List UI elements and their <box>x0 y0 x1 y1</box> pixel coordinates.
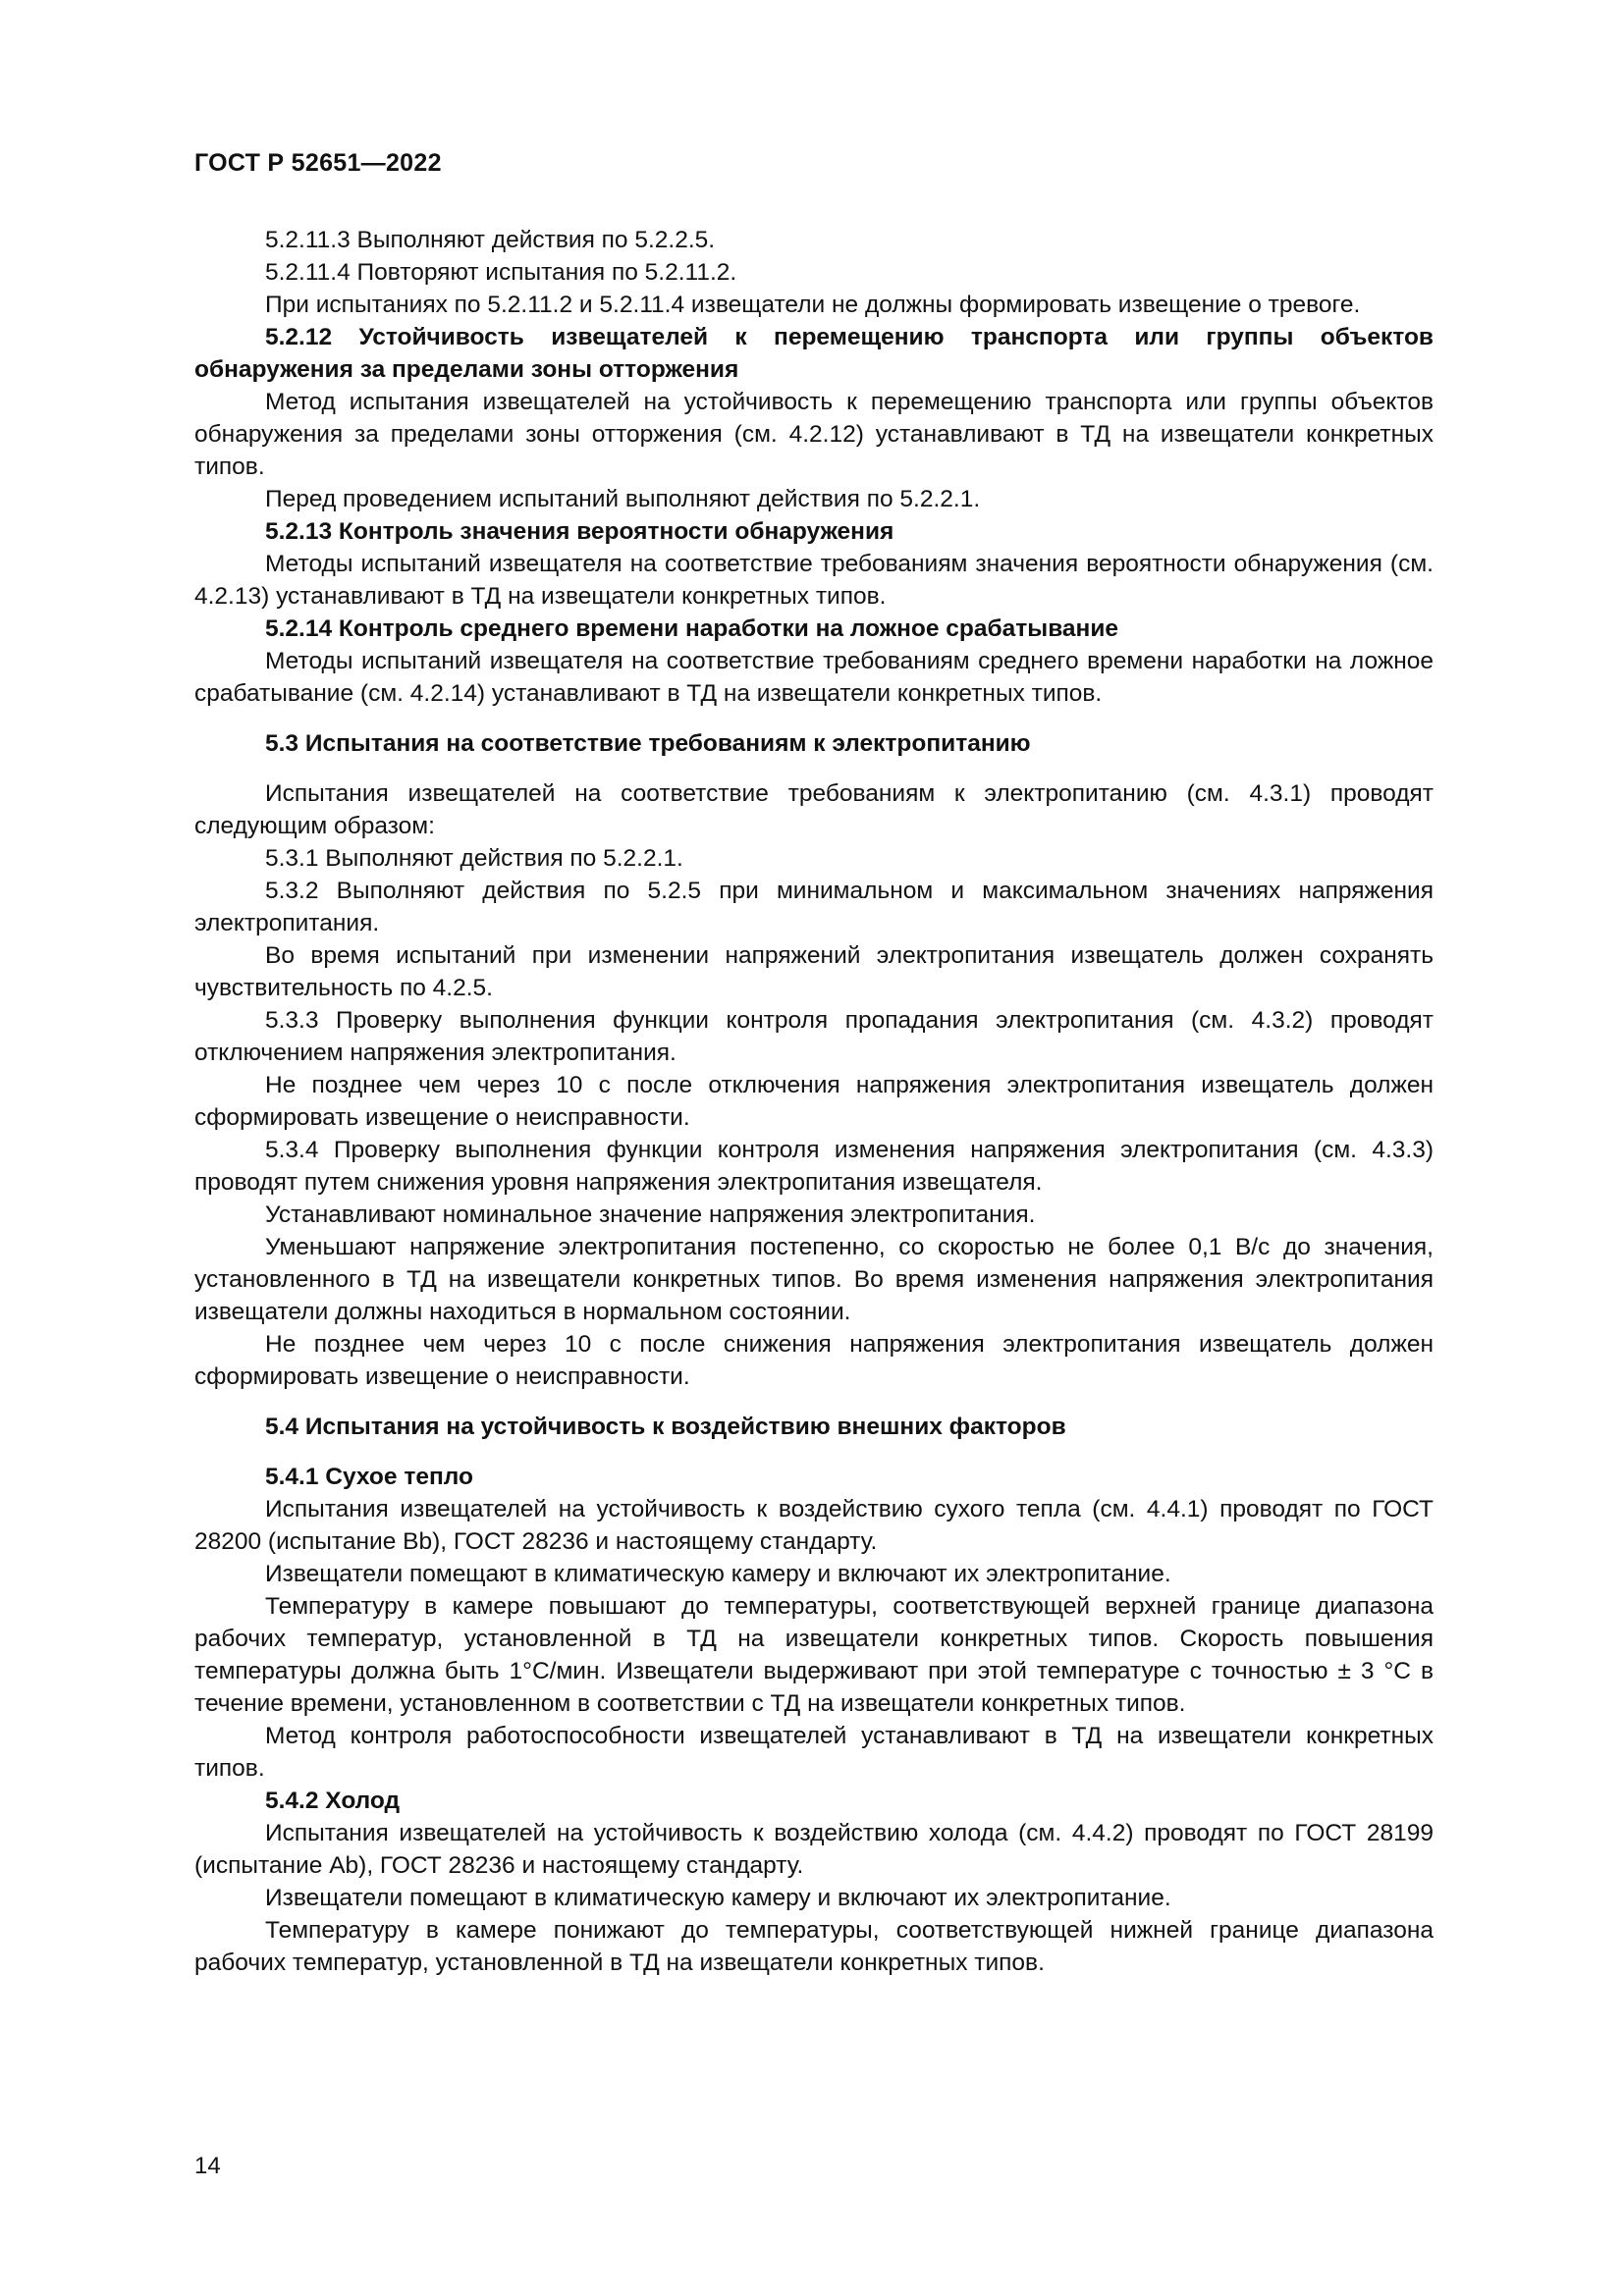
paragraph: Испытания извещателей на устойчивость к воздействию холода (см. 4.4.2) проводят по ГОСТ 28199 (испытание Ab), ГОСТ 28236 и настоящему стандарту. <box>194 1820 1434 1879</box>
paragraph: Не позднее чем через 10 с после снижения напряжения электропитания извещатель должен сформировать извещение о неисправности. <box>194 1331 1434 1390</box>
paragraph: 5.3.2 Выполняют действия по 5.2.5 при минимальном и максимальном значениях напряжения электропитания. <box>194 878 1434 936</box>
paragraph: Испытания извещателей на соответствие требованиям к электропитанию (см. 4.3.1) проводят следующим образом: <box>194 780 1434 839</box>
paragraph: Метод контроля работоспособности извещателей устанавливают в ТД на извещатели конкретных типов. <box>194 1723 1434 1782</box>
paragraph: Во время испытаний при изменении напряжений электропитания извещатель должен сохранять чувствительность по 4.2.5. <box>194 942 1434 1001</box>
document-id-header: ГОСТ Р 52651—2022 <box>194 149 442 177</box>
page-number: 14 <box>194 2153 221 2179</box>
paragraph: 5.3.4 Проверку выполнения функции контроля изменения напряжения электропитания (см. 4.3.3) проводят путем снижения уровня напряжения электропитания извещателя. <box>194 1137 1434 1196</box>
paragraph: Методы испытаний извещателя на соответствие требованиям значения вероятности обнаружения (см. 4.2.13) устанавливают в ТД на извещатели конкретных типов. <box>194 551 1434 610</box>
subsection-heading: 5.4.1 Сухое тепло <box>265 1464 473 1490</box>
paragraph: Метод испытания извещателей на устойчивость к перемещению транспорта или группы объектов обнаружения за пределами зоны отторжения (см. 4.2.12) устанавливают в ТД на извещатели конкретных типов. <box>194 389 1434 480</box>
paragraph: 5.2.11.3 Выполняют действия по 5.2.2.5. <box>265 227 716 253</box>
paragraph: Не позднее чем через 10 с после отключения напряжения электропитания извещатель должен сформировать извещение о неисправности. <box>194 1072 1434 1131</box>
paragraph: Извещатели помещают в климатическую камеру и включают их электропитание. <box>265 1885 1171 1911</box>
section-heading: 5.3 Испытания на соответствие требованиям к электропитанию <box>265 730 1031 757</box>
paragraph: 5.3.1 Выполняют действия по 5.2.2.1. <box>265 845 683 872</box>
subsection-heading: 5.2.12 Устойчивость извещателей к перемещению транспорта или группы объектов обнаружения за пределами зоны отторжения <box>194 324 1434 383</box>
paragraph: Уменьшают напряжение электропитания постепенно, со скоростью не более 0,1 В/с до значения, установленного в ТД на извещатели конкретных типов. Во время изменения напряжения электропитания извещатели должны находиться в нормальном состоянии. <box>194 1234 1434 1325</box>
paragraph: Методы испытаний извещателя на соответствие требованиям среднего времени наработки на ложное срабатывание (см. 4.2.14) устанавливают в ТД на извещатели конкретных типов. <box>194 648 1434 707</box>
paragraph: Испытания извещателей на устойчивость к воздействию сухого тепла (см. 4.4.1) проводят по ГОСТ 28200 (испытание Bb), ГОСТ 28236 и настоящему стандарту. <box>194 1496 1434 1555</box>
paragraph: 5.2.11.4 Повторяют испытания по 5.2.11.2. <box>265 259 737 286</box>
document-body <box>194 224 1434 1979</box>
paragraph: Температуру в камере понижают до температуры, соответствующей нижней границе диапазона рабочих температур, установленной в ТД на извещатели конкретных типов. <box>194 1917 1434 1976</box>
subsection-heading: 5.4.2 Холод <box>265 1788 401 1814</box>
section-heading: 5.4 Испытания на устойчивость к воздействию внешних факторов <box>265 1414 1066 1440</box>
paragraph: Температуру в камере повышают до температуры, соответствующей верхней границе диапазона рабочих температур, установленной в ТД на извещатели конкретных типов. Скорость повышения температуры должна быть 1°С/мин. Извещатели выдерживают при этой температуре с точностью ± 3 °С в течение времени, установленном в соответствии с ТД на извещатели конкретных типов. <box>194 1593 1434 1717</box>
paragraph: Извещатели помещают в климатическую камеру и включают их электропитание. <box>265 1561 1171 1587</box>
paragraph: При испытаниях по 5.2.11.2 и 5.2.11.4 извещатели не должны формировать извещение о тревоге. <box>265 292 1361 318</box>
subsection-heading: 5.2.13 Контроль значения вероятности обнаружения <box>265 518 894 545</box>
paragraph: Перед проведением испытаний выполняют действия по 5.2.2.1. <box>265 486 981 512</box>
subsection-heading: 5.2.14 Контроль среднего времени наработки на ложное срабатывание <box>265 615 1119 642</box>
paragraph: 5.3.3 Проверку выполнения функции контроля пропадания электропитания (см. 4.3.2) проводят отключением напряжения электропитания. <box>194 1007 1434 1066</box>
paragraph: Устанавливают номинальное значение напряжения электропитания. <box>265 1201 1036 1228</box>
